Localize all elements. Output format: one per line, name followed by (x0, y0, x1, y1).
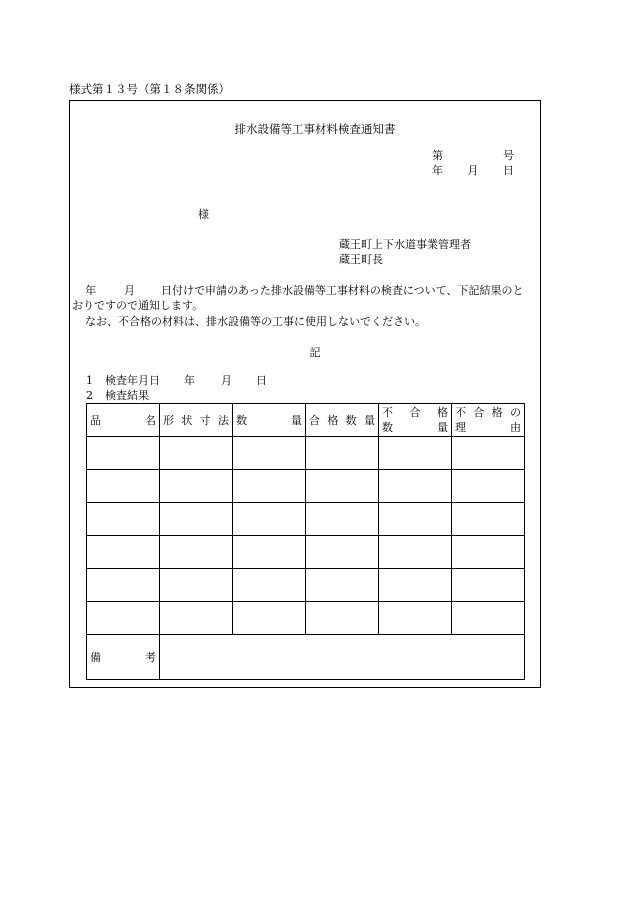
item1-day: 日 (256, 374, 267, 387)
table-cell[interactable] (379, 569, 452, 602)
table-cell[interactable] (87, 470, 160, 503)
table-cell[interactable] (233, 503, 306, 536)
table-cell[interactable] (160, 437, 233, 470)
inspection-result-table (86, 403, 525, 680)
table-row (87, 470, 525, 503)
item1-month: 月 (221, 374, 232, 387)
table-cell[interactable] (306, 470, 379, 503)
table-cell[interactable] (306, 437, 379, 470)
item2-number: 2 (86, 389, 93, 402)
ki-heading: 記 (309, 346, 321, 359)
table-cell[interactable] (379, 602, 452, 635)
item1-number: 1 (86, 374, 93, 387)
table-cell[interactable] (306, 536, 379, 569)
item1-year: 年 (184, 374, 195, 387)
table-cell[interactable] (160, 503, 233, 536)
number-prefix: 第 (432, 149, 443, 162)
table-cell[interactable] (87, 503, 160, 536)
table-cell[interactable] (379, 437, 452, 470)
table-cell[interactable] (87, 602, 160, 635)
table-cell[interactable] (306, 503, 379, 536)
remarks-label: 備 考 (87, 635, 160, 680)
table-cell[interactable] (306, 602, 379, 635)
issue-day: 日 (503, 164, 514, 177)
table-cell[interactable] (160, 536, 233, 569)
header-failed-quantity: 不 合 格 数 量 (379, 404, 452, 437)
table-cell[interactable] (160, 470, 233, 503)
table-cell[interactable] (379, 536, 452, 569)
remarks-row (87, 635, 525, 680)
document-title: 排水設備等工事材料検査通知書 (234, 122, 396, 136)
table-cell[interactable] (452, 437, 525, 470)
issue-year: 年 (432, 164, 443, 177)
addressee-honorific: 様 (198, 208, 209, 221)
header-shape-size: 形 状 寸 法 (160, 404, 233, 437)
table-cell[interactable] (379, 470, 452, 503)
issue-date-line (432, 165, 514, 176)
table-cell[interactable] (87, 437, 160, 470)
table-row (87, 503, 525, 536)
table-cell[interactable] (379, 503, 452, 536)
remarks-field[interactable] (160, 635, 525, 680)
sender-name: 蔵王町長 (339, 253, 383, 266)
header-quantity: 数 量 (233, 404, 306, 437)
number-suffix: 号 (503, 149, 514, 162)
table-row (87, 536, 525, 569)
table-row (87, 437, 525, 470)
body-line-3: なお、不合格の材料は、排水設備等の工事に使用しないでください。 (85, 315, 426, 328)
table-cell[interactable] (233, 470, 306, 503)
header-passed-quantity: 合 格 数 量 (306, 404, 379, 437)
table-cell[interactable] (160, 569, 233, 602)
body-year: 年 (85, 284, 96, 297)
item-inspection-result (86, 390, 149, 401)
table-cell[interactable] (233, 569, 306, 602)
sender-organization: 蔵王町上下水道事業管理者 (339, 238, 471, 251)
header-failure-reason: 不 合 格 の 理 由 (452, 404, 525, 437)
table-cell[interactable] (306, 569, 379, 602)
table-cell[interactable] (87, 569, 160, 602)
document-number-line (432, 150, 514, 161)
table-row (87, 602, 525, 635)
table-cell[interactable] (452, 536, 525, 569)
body-text-1: 日付けで申請のあった排水設備等工事材料の検査について、下記結果のと (161, 284, 524, 297)
table-cell[interactable] (233, 437, 306, 470)
table-cell[interactable] (452, 470, 525, 503)
table-header-row (87, 404, 525, 437)
header-item-name: 品 名 (87, 404, 160, 437)
form-number-label: 様式第１３号（第１８条関係） (69, 82, 230, 96)
body-month: 月 (124, 284, 135, 297)
table-cell[interactable] (452, 503, 525, 536)
issue-month: 月 (467, 164, 479, 177)
table-cell[interactable] (87, 536, 160, 569)
table-cell[interactable] (160, 602, 233, 635)
item1-label: 検査年月日 (105, 374, 160, 387)
item-inspection-date (86, 375, 267, 386)
item2-label: 検査結果 (105, 389, 149, 402)
table-cell[interactable] (233, 602, 306, 635)
table-row (87, 569, 525, 602)
table-cell[interactable] (452, 569, 525, 602)
table-cell[interactable] (233, 536, 306, 569)
body-line-1 (85, 285, 523, 296)
body-line-2: おりですので通知します。 (72, 299, 204, 312)
table-cell[interactable] (452, 602, 525, 635)
